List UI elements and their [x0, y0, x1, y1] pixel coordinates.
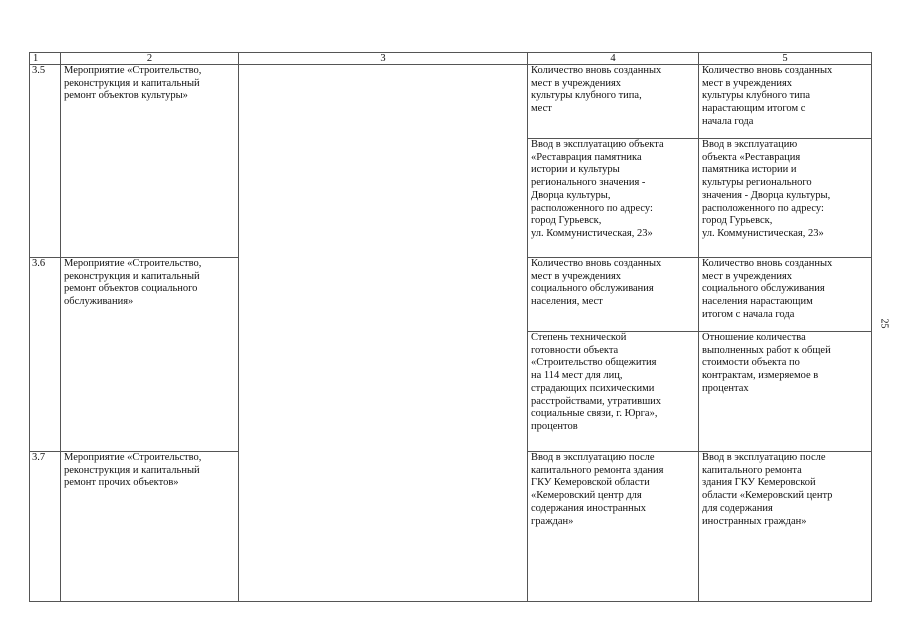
event-name: Мероприятие «Строительство, реконструкция и капитальный ремонт прочих объектов»: [61, 452, 239, 602]
indicator-name: Ввод в эксплуатацию объекта «Реставрация памятника истории и культуры регионального значения - Дворца культуры, расположенного по адресу: город Гурьевск, ул. Коммунистическая, 23»: [528, 139, 699, 258]
indicator-method: Отношение количества выполненных работ к общей стоимости объекта по контрактам, измеряемое в процентах: [699, 332, 872, 452]
row-number: 3.6: [30, 258, 61, 452]
indicator-method: Ввод в эксплуатацию объекта «Реставрация памятника истории и культуры регионального значения - Дворца культуры, расположенного по адресу: город Гурьевск, ул. Коммунистическая, 23»: [699, 139, 872, 258]
row-number: 3.7: [30, 452, 61, 602]
header-col-2: 2: [61, 53, 239, 65]
table-row: [30, 65, 872, 139]
page-number: 25: [878, 318, 890, 329]
header-col-4: 4: [528, 53, 699, 65]
column-3-empty: [239, 65, 528, 602]
event-name: Мероприятие «Строительство, реконструкция и капитальный ремонт объектов социального обслуживания»: [61, 258, 239, 452]
indicator-name: Степень технической готовности объекта «Строительство общежития на 114 мест для лиц, страдающих психическими расстройствами, утративших социальные связи, г. Юрга», процентов: [528, 332, 699, 452]
event-name: Мероприятие «Строительство, реконструкция и капитальный ремонт объектов культуры»: [61, 65, 239, 258]
indicator-method: Количество вновь созданных мест в учреждениях культуры клубного типа нарастающим итогом с начала года: [699, 65, 872, 139]
indicator-name: Количество вновь созданных мест в учреждениях культуры клубного типа, мест: [528, 65, 699, 139]
row-number: 3.5: [30, 65, 61, 258]
indicator-method: Ввод в эксплуатацию после капитального ремонта здания ГКУ Кемеровской области «Кемеровский центр для содержания иностранных граждан»: [699, 452, 872, 602]
header-col-5: 5: [699, 53, 872, 65]
indicators-table: [29, 52, 872, 602]
header-col-1: 1: [30, 53, 61, 65]
table-header-row: [30, 53, 872, 65]
indicator-name: Ввод в эксплуатацию после капитального ремонта здания ГКУ Кемеровской области «Кемеровский центр для содержания иностранных граждан»: [528, 452, 699, 602]
indicator-method: Количество вновь созданных мест в учреждениях социального обслуживания населения нарастающим итогом с начала года: [699, 258, 872, 332]
indicator-name: Количество вновь созданных мест в учреждениях социального обслуживания населения, мест: [528, 258, 699, 332]
header-col-3: 3: [239, 53, 528, 65]
